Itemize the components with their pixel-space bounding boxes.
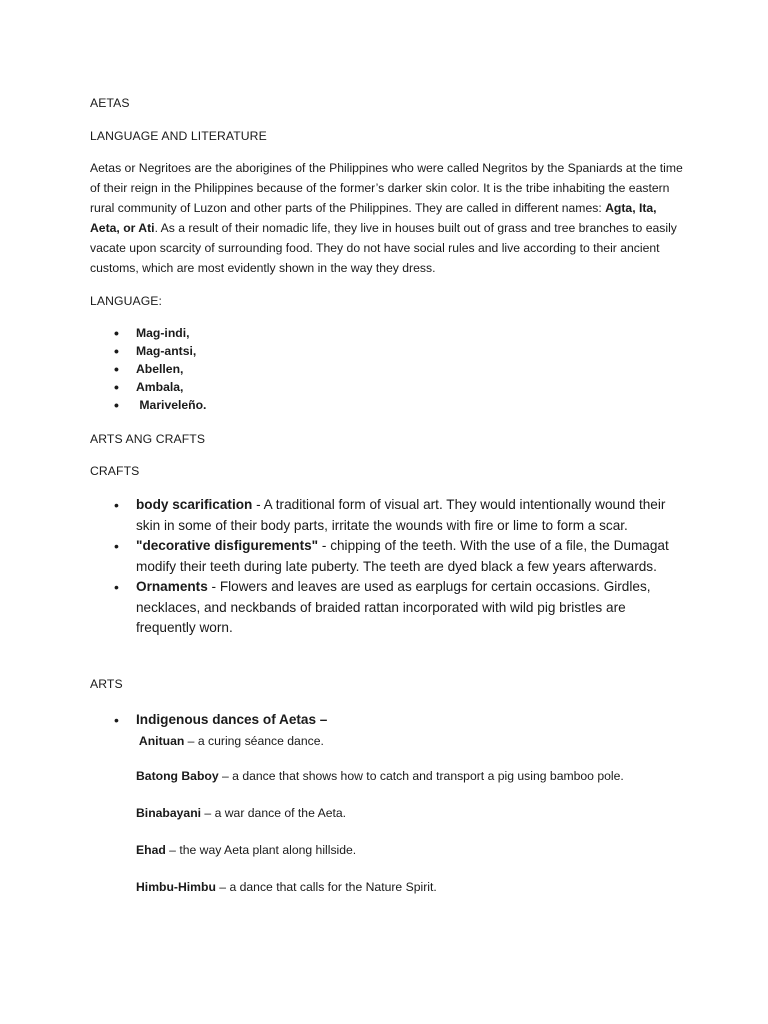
section-heading-language-literature: LANGUAGE AND LITERATURE bbox=[90, 129, 267, 143]
language-list bbox=[114, 324, 207, 414]
dance-item bbox=[136, 733, 324, 749]
bullet-icon: • bbox=[114, 361, 119, 377]
craft-description: - chipping of the teeth. With the use of a file, the Dumagat modify their teeth during late puberty. The teeth are dyed black a few years afterwards. bbox=[136, 538, 669, 574]
section-heading-arts: ARTS bbox=[90, 677, 123, 691]
list-item bbox=[114, 396, 207, 414]
intro-text-part2: . As a result of their nomadic life, they live in houses built out of grass and tree branches to easily vacate upon scarcity of surrounding food. They do not have social rules and live according to their ancient customs, which are most evidently shown in the way they dress. bbox=[90, 221, 677, 275]
language-item-label: Mariveleño. bbox=[136, 398, 207, 412]
dance-item bbox=[136, 842, 356, 858]
craft-term: Ornaments bbox=[136, 579, 208, 594]
intro-paragraph bbox=[90, 158, 684, 278]
dance-name: Ehad bbox=[136, 843, 166, 857]
dance-name: Himbu-Himbu bbox=[136, 880, 216, 894]
bullet-icon: • bbox=[114, 343, 119, 359]
bullet-icon: • bbox=[114, 397, 119, 413]
list-item bbox=[114, 324, 206, 342]
section-heading-arts-crafts: ARTS ANG CRAFTS bbox=[90, 432, 206, 446]
list-item bbox=[114, 342, 206, 360]
dance-description: – a war dance of the Aeta. bbox=[201, 806, 347, 820]
bullet-icon: • bbox=[114, 579, 119, 595]
craft-term: body scarification bbox=[136, 497, 253, 512]
language-item-label: Mag-antsi, bbox=[136, 344, 197, 358]
language-item-label: Ambala, bbox=[136, 380, 184, 394]
intro-text-part1: Aetas or Negritoes are the aborigines of the Philippines who were called Negritos by the Spaniards at the time of their reign in the Philippines because of the former’s darker skin color. It is the tribe inhabiting the eastern rural community of Luzon and other parts of the Philippines. They are called in different names: bbox=[90, 161, 683, 215]
list-item bbox=[114, 577, 676, 639]
intro-names-bold: Agta, Ita, Aeta, or Ati bbox=[90, 201, 657, 235]
document-title: AETAS bbox=[90, 96, 130, 110]
dance-name: Binabayani bbox=[136, 806, 202, 820]
craft-term: "decorative disfigurements" bbox=[136, 538, 319, 553]
craft-description: - A traditional form of visual art. They would intentionally wound their skin in some of their body parts, irritate the wounds with fire or lime to form a scar. bbox=[136, 497, 666, 533]
bullet-icon: • bbox=[114, 497, 119, 513]
dance-description: – a curing séance dance. bbox=[184, 734, 324, 748]
dance-description: – the way Aeta plant along hillside. bbox=[165, 843, 357, 857]
list-item bbox=[114, 378, 206, 396]
dance-description: – a dance that calls for the Nature Spirit. bbox=[215, 880, 437, 894]
dances-heading-label: Indigenous dances of Aetas – bbox=[136, 712, 328, 727]
crafts-list bbox=[114, 495, 676, 639]
craft-description: - Flowers and leaves are used as earplugs for certain occasions. Girdles, necklaces, and neckbands of braided rattan incorporated with wild pig bristles are frequently worn. bbox=[136, 579, 651, 635]
bullet-icon: • bbox=[114, 538, 119, 554]
list-item bbox=[114, 536, 676, 577]
dances-heading bbox=[114, 710, 328, 731]
language-item-label: Mag-indi, bbox=[136, 326, 190, 340]
dance-name: Anituan bbox=[136, 734, 185, 748]
dance-item bbox=[136, 768, 624, 784]
list-item bbox=[114, 360, 206, 378]
bullet-icon: • bbox=[114, 379, 119, 395]
dance-name: Batong Baboy bbox=[136, 769, 219, 783]
bullet-icon: • bbox=[114, 325, 119, 341]
section-heading-language: LANGUAGE: bbox=[90, 294, 163, 308]
language-item-label: Abellen, bbox=[136, 362, 184, 376]
dance-item bbox=[136, 805, 346, 821]
bullet-icon: • bbox=[114, 712, 119, 728]
section-heading-crafts: CRAFTS bbox=[90, 464, 140, 478]
dance-description: – a dance that shows how to catch and transport a pig using bamboo pole. bbox=[218, 769, 624, 783]
list-item bbox=[114, 495, 676, 536]
dance-item bbox=[136, 879, 437, 895]
